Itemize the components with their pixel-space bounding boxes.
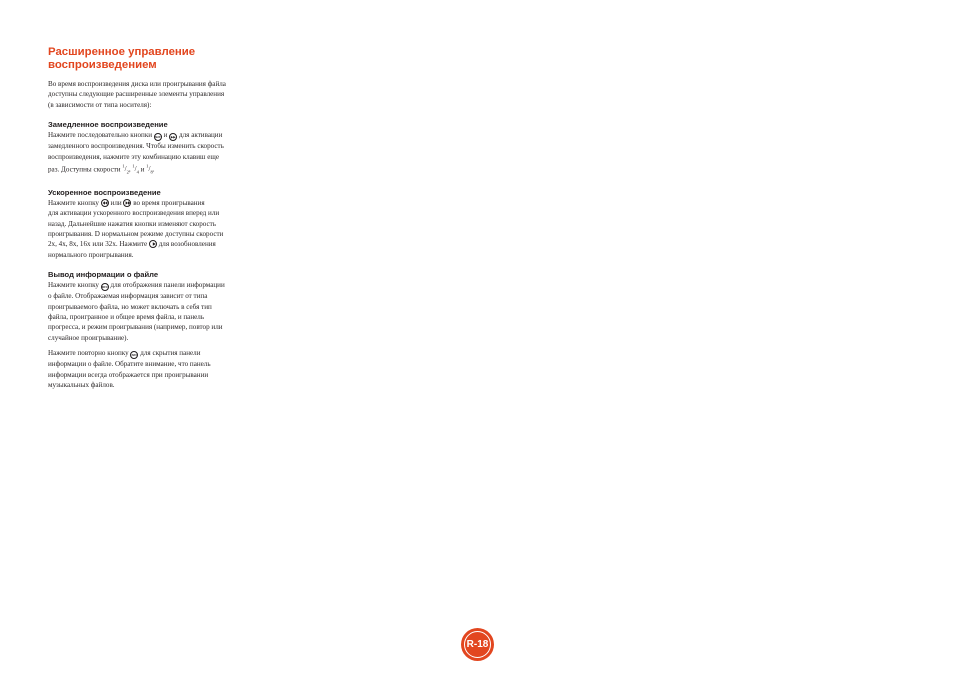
- info-text: Нажмите кнопку: [48, 280, 99, 289]
- slow-button-icon: [169, 133, 177, 141]
- info-text: для отображения панели информации: [110, 280, 225, 289]
- info-paragraph-1: [48, 280, 258, 343]
- slow-text: для активации: [179, 130, 223, 139]
- speed-fraction: $^1/_2$: [122, 163, 129, 175]
- rewind-button-icon: [101, 199, 109, 207]
- info-button-label: INFO: [131, 354, 138, 358]
- fast-line-3: назад. Дальнейшие нажатия кнопки изменяют скорость: [48, 219, 216, 228]
- info-line-6: случайное проигрывание).: [48, 333, 129, 342]
- info-line-3: проигрываемого файла, но может включать в себя тип: [48, 302, 212, 311]
- info-button-label: INFO: [101, 286, 108, 290]
- fast-text: или: [110, 199, 122, 208]
- play-button-icon: [149, 240, 157, 248]
- speed-fraction: $^1/_8$: [146, 163, 153, 175]
- info-button-icon: [130, 351, 138, 359]
- slow-heading: Замедленное воспроизведение: [48, 119, 168, 129]
- section-title-line1: Расширенное управление: [48, 46, 196, 58]
- fast-text: во время проигрывания: [133, 199, 205, 208]
- slow-line-1: [48, 130, 258, 142]
- slow-line-3: воспроизведения, нажмите эту комбинацию клавиш еще: [48, 152, 219, 161]
- info-p2-line-3: информации всегда отображается при проигрывании: [48, 370, 209, 379]
- intro-line: (в зависимости от типа носителя):: [48, 100, 152, 109]
- fast-line-2: для активации ускоренного воспроизведения вперед или: [48, 209, 220, 218]
- fast-line-6: нормального проигрывания.: [48, 250, 134, 259]
- info-heading: Вывод информации о файле: [48, 269, 159, 279]
- info-p2-line-2: информации о файле. Обратите внимание, что панель: [48, 360, 211, 369]
- shift-button-icon: [154, 133, 162, 141]
- info-line-5: прогресса, и режим проигрывания (например, повтор или: [48, 323, 223, 332]
- fast-forward-button-icon: [123, 199, 131, 207]
- fast-text: 2x, 4x, 8x, 16x или 32x. Нажмите: [48, 240, 148, 249]
- section-title: [48, 46, 258, 72]
- fast-heading: Ускоренное воспроизведение: [48, 188, 161, 198]
- intro-line: Во время воспроизведения диска или проигрывания файла: [48, 80, 226, 88]
- fast-line-4: проигрывания. D нормальном режиме доступны скорости: [48, 229, 224, 238]
- content-column: [48, 46, 258, 390]
- fast-line-1: [48, 198, 258, 208]
- shift-button-label: SHIFT: [154, 136, 162, 140]
- slow-button-label: ▶▶: [170, 135, 176, 140]
- intro-line: доступны следующие расширенные элементы управления: [48, 90, 225, 99]
- info-line-4: файла, проигранное и общее время файла, и панель: [48, 312, 205, 321]
- info-text: Нажмите повторно кнопку: [48, 348, 129, 357]
- fast-text: для возобновления: [158, 240, 216, 249]
- section-title-line2: воспроизведением: [48, 59, 157, 71]
- info-p2-line-4: музыкальных файлов.: [48, 380, 115, 389]
- info-text: для скрытия панели: [140, 348, 201, 357]
- page-number: R-18: [466, 639, 489, 650]
- info-line-2: о файле. Отображаемая информация зависит от типа: [48, 292, 208, 301]
- info-button-icon: [101, 283, 109, 291]
- info-line-1: [48, 280, 258, 292]
- speed-fraction: $^1/_4$: [132, 163, 139, 175]
- slow-text: и: [163, 130, 168, 139]
- slow-text: раз. Доступны скорости: [48, 165, 121, 174]
- intro-paragraph: [48, 79, 258, 110]
- page-number-badge: [461, 628, 494, 661]
- fast-text: Нажмите кнопку: [48, 199, 99, 208]
- slow-line-2: замедленного воспроизведения. Чтобы изменить скорость: [48, 142, 224, 151]
- slow-text: Нажмите последовательно кнопки: [48, 130, 153, 139]
- fast-paragraph: [48, 198, 258, 260]
- fast-line-5: [48, 239, 258, 249]
- slow-text: и: [140, 165, 145, 174]
- slow-paragraph: [48, 130, 258, 178]
- info-p2-line-1: [48, 348, 258, 360]
- slow-line-4: раз. Доступны скорости $^1/_2$, $^1/_4$ и $^1/_8$.: [48, 163, 155, 175]
- info-paragraph-2: [48, 348, 258, 390]
